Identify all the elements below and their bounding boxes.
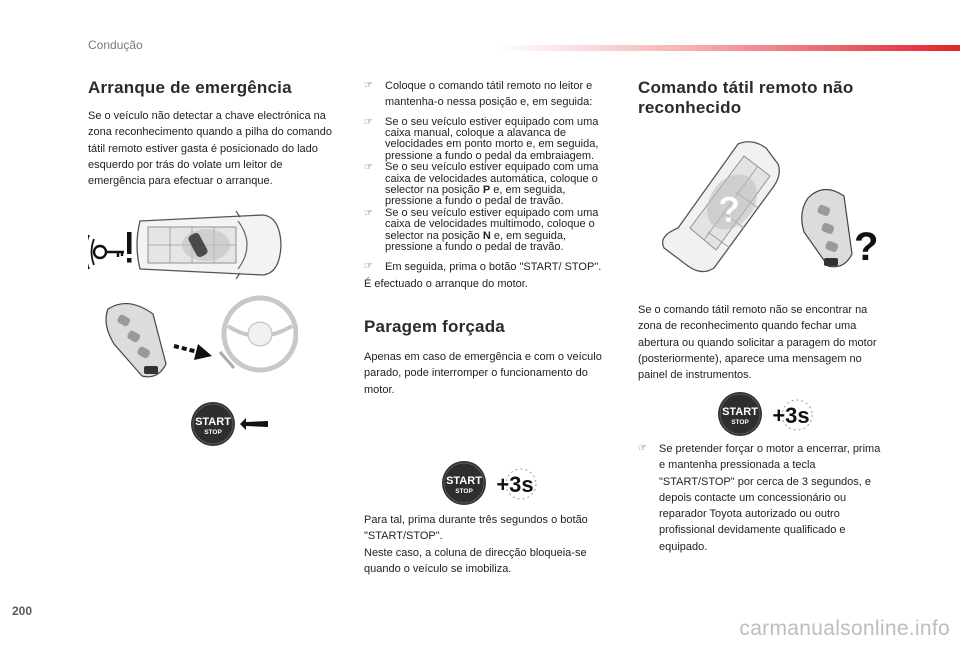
emergency-start-title: Arranque de emergência — [88, 78, 292, 97]
bullet-arrow-icon: ☞ — [364, 261, 373, 273]
not-recognized-intro: Se o comando tátil remoto não se encontrar na zona de reconhecimento quando fechar uma abertura ou quando solicitar a paragem do motor (posteriormente), aparece uma mensagem no painel de instrumentos. — [638, 304, 877, 382]
bullet-arrow-icon: ☞ — [364, 116, 373, 128]
car-key-zone-figure — [88, 205, 288, 285]
engine-start-result: É efectuado o arranque do motor. — [364, 277, 528, 290]
start-stop-button-icon — [718, 392, 762, 436]
bullet-arrow-icon: ☞ — [638, 443, 647, 454]
not-recognized-column — [638, 78, 888, 118]
stop-label: STOP — [204, 429, 222, 436]
start-label: START — [195, 416, 231, 428]
start-stop-hold-figure-center — [441, 460, 541, 506]
start-stop-button-icon — [191, 402, 235, 446]
key-warning-icon — [88, 232, 132, 269]
car-top-view-tilted — [663, 142, 780, 272]
start-stop-press-figure — [190, 401, 270, 447]
stop-label: STOP — [455, 488, 473, 495]
bullet-arrow-icon: ☞ — [364, 207, 373, 219]
step-automatic-gearbox: ☞ Se o seu veículo estiver equipado com uma caixa de velocidades automática, coloque o selector na posição P e, em seguida, pressione a fundo o pedal de travão. — [364, 161, 599, 208]
gear-n-label: N — [482, 229, 491, 242]
force-stop-step-block — [638, 441, 888, 555]
not-recognized-title: Comando tátil remoto não reconhecido — [638, 78, 854, 117]
watermark-text: carmanualsonline.info — [739, 617, 950, 640]
hold-3s-icon — [772, 400, 812, 430]
emergency-steps-column — [364, 78, 614, 398]
press-arrow-icon — [240, 418, 268, 430]
car-top-view — [137, 211, 281, 279]
question-mark-icon: ? — [718, 189, 740, 230]
key-reader-figure — [98, 294, 298, 384]
page-number: 200 — [12, 604, 33, 618]
question-mark-icon: ? — [854, 225, 879, 269]
forced-stop-instructions — [364, 512, 614, 577]
bullet-arrow-icon: ☞ — [364, 80, 373, 91]
header-accent-rule — [495, 45, 960, 51]
key-fob-image — [106, 304, 166, 377]
hold-duration-label: +3s — [772, 403, 810, 428]
steering-wheel-image — [220, 298, 296, 370]
step-press-start-stop: ☞ Em seguida, prima o botão "START/ STOP". — [364, 259, 614, 275]
forced-stop-result: Neste caso, a coluna de direcção bloqueia-se quando o veículo se imobiliza. — [364, 546, 587, 575]
start-label: START — [446, 475, 482, 487]
step-manual-gearbox: ☞ Se o seu veículo estiver equipado com uma caixa manual, coloque a alavanca de velocidades em ponto morto e, em seguida, pressione a fundo o pedal da embraiagem. — [364, 115, 599, 162]
start-label: START — [722, 406, 758, 418]
emergency-start-column — [88, 78, 338, 189]
bullet-arrow-icon: ☞ — [364, 162, 373, 174]
hold-3s-icon — [496, 469, 536, 499]
gear-p-label: P — [482, 184, 491, 197]
hold-duration-label: +3s — [496, 472, 534, 497]
start-stop-hold-figure-right — [717, 391, 817, 437]
forced-stop-title: Paragem forçada — [364, 317, 505, 337]
emergency-start-intro: Se o veículo não detectar a chave electrónica na zona reconhecimento quando a pilha do comando tátil remoto estiver gasta é posicionado do lado esquerdo por trás do volate um leitor de emergência para efectuar o arranque. — [88, 110, 333, 188]
step-multimode-gearbox: ☞ Se o seu veículo estiver equipado com uma caixa de velocidades multimodo, coloque o selector na posição N e, em seguida, pressione a fundo o pedal de travão. — [364, 206, 599, 254]
forced-stop-instruction: Para tal, prima durante três segundos o botão "START/STOP". — [364, 514, 588, 543]
section-header: Condução — [88, 38, 143, 52]
insert-arrow-icon — [174, 344, 212, 360]
forced-stop-intro: Apenas em caso de emergência e com o veículo parado, pode interromper o funcionamento do motor. — [364, 351, 602, 396]
step-insert-key: ☞ Coloque o comando tátil remoto no leitor e mantenha-o nessa posição e, em seguida: — [364, 80, 593, 109]
key-fob-image — [802, 189, 852, 266]
key-not-found-figure — [648, 136, 888, 276]
not-recognized-intro-block — [638, 302, 888, 383]
step-force-engine-stop: ☞ Se pretender forçar o motor a encerrar, prima e mantenha pressionada a tecla "START/STOP" por cerca de 3 segundos, e depois contacte um concessionário ou reparador Toyota autorizado ou outro profissional devidamente qualificado e equipado. — [638, 443, 881, 553]
start-stop-button-icon — [442, 461, 486, 505]
stop-label: STOP — [731, 419, 749, 426]
